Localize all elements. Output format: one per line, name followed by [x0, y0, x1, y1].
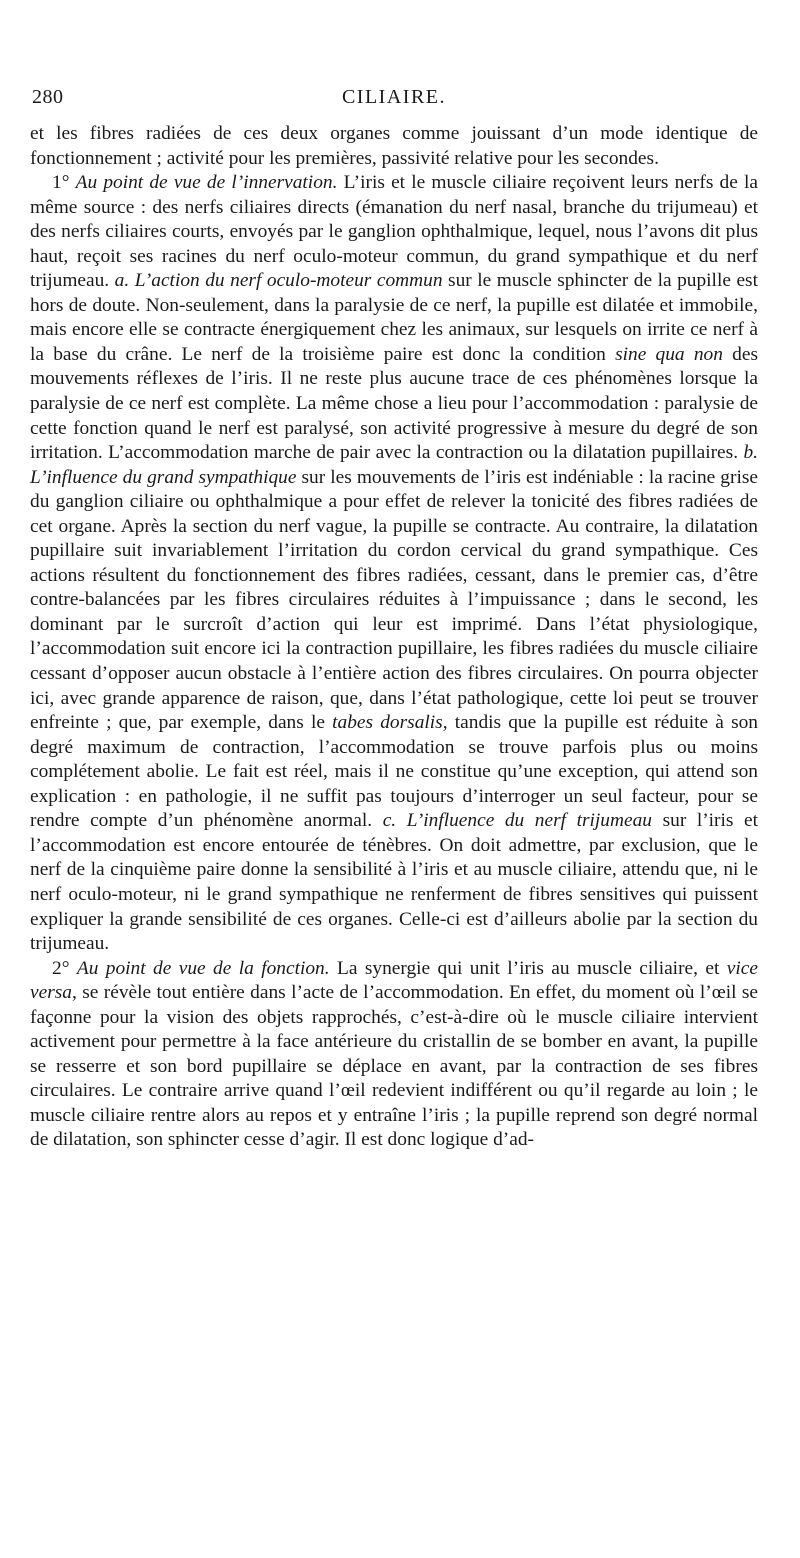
italic-text: L’influence du grand sympathique: [30, 466, 297, 488]
italic-text: Au point de vue de la fonction.: [76, 957, 330, 979]
italic-text: L’influence du nerf trijumeau: [406, 810, 653, 832]
italic-text: vice versa: [30, 957, 758, 1004]
text-segment: sur l’iris et l’accommodation est encore entourée de ténèbres. On doit admettre, par exclusion, que le nerf de la cinquième paire donne la sensibilité à l’iris et au muscle ciliaire, attendu que, ni le nerf oculo-moteur, ni le grand sympathique ne renferment de fibres sensitives qui puissent expliquer la grande sensibilité de ces organes. Celle-ci est d’ailleurs abolie par la section du trijumeau.: [30, 810, 758, 955]
italic-text: tabes dorsalis: [332, 712, 443, 734]
paragraph: [30, 122, 758, 171]
paragraph: [30, 171, 758, 957]
italic-text: a.: [114, 270, 130, 292]
page-number: 280: [32, 86, 64, 108]
text-segment: 1°: [52, 172, 76, 194]
text-segment: et les fibres radiées de ces deux organes comme jouissant d’un mode identique de fonctionnement ; activité pour les premières, passivité relative pour les secondes.: [30, 123, 758, 169]
italic-text: Au point de vue de l’innervation.: [75, 172, 338, 194]
body-text: [30, 122, 758, 1153]
running-head: [30, 86, 758, 116]
paragraph: [30, 957, 758, 1153]
italic-text: sine qua non: [615, 343, 723, 365]
text-segment: 2°: [52, 957, 77, 979]
text-segment: [396, 810, 407, 831]
text-segment: sur les mouvements de l’iris est indéniable : la racine grise du ganglion ciliaire ou ophthalmique a pour effet de relever la tonicité des fibres radiées de cet organe. Après la section du nerf vague, la pupille se contracte. Au contraire, la dilatation pupillaire suit invariablement l’irritation du cordon cervical du grand sympathique. Ces actions résultent du fonctionnement des fibres radiées, cessant, dans le premier cas, d’être contre-balancées par les fibres circulaires réduites à l’impuissance ; dans le second, les dominant par le surcroît d’action qui leur est imprimé. Dans l’état physiologique, l’accommodation suit encore ici la contraction pupillaire, les fibres radiées du muscle ciliaire cessant d’opposer aucun obstacle à l’entière action des fibres circulaires. On pourra objecter ici, avec grande apparence de raison, que, dans l’état pathologique, cette loi peut se trouver enfreinte ; que, par exemple, dans le: [30, 466, 758, 734]
text-segment: L’iris et le muscle ciliaire reçoivent leurs nerfs de la même source : des nerfs ciliaires directs (émanation du nerf nasal, branche du trijumeau) et des nerfs ciliaires courts, envoyés par le ganglion ophthalmique, lequel, nous l’avons dit plus haut, reçoit ses racines du nerf oculo-moteur commun, du grand sympathique et du nerf trijumeau.: [30, 172, 758, 292]
text-segment: des mouvements réflexes de l’iris. Il ne reste plus aucune trace de ces phénomènes lorsque la paralysie de ce nerf est complète. La même chose a lieu pour l’accommodation : paralysie de cette fonction quand le nerf est paralysé, son activité progressive à mesure du degré de son irritation. L’accommodation marche de pair avec la contraction ou la dilatation pupillaires.: [30, 343, 759, 464]
text-segment: , tandis que la pupille est réduite à son degré maximum de contraction, l’accommodation se trouve parfois plus ou moins complétement abolie. Le fait est réel, mais il ne constitue qu’une exception, qui attend son explication : en pathologie, il ne suffit pas toujours d’interroger un seul facteur, pour se rendre compte d’un phénomène anormal.: [30, 712, 758, 832]
text-segment: , se révèle tout entière dans l’acte de l’accommodation. En effet, du moment où l’œil se façonne pour la vision des objets rapprochés, c’est-à-dire où le muscle ciliaire intervient activement pour permettre à la face antérieure du cristallin de se bomber en avant, la pupille se resserre et son bord pupillaire se déplace en avant, par la contraction de ses fibres circulaires. Le contraire arrive quand l’œil redevient indifférent ou qu’il regarde au loin ; le muscle ciliaire rentre alors au repos et y entraîne l’iris ; la pupille reprend son degré normal de dilatation, son sphincter cesse d’agir. Il est donc logique d’ad-: [30, 982, 758, 1151]
text-segment: La synergie qui unit l’iris au muscle ciliaire, et: [329, 957, 727, 979]
italic-text: c.: [382, 810, 397, 832]
italic-text: L’action du nerf oculo-moteur commun: [134, 270, 443, 292]
page-title: CILIAIRE.: [341, 86, 447, 108]
italic-text: b.: [743, 442, 758, 464]
text-segment: sur le muscle sphincter de la pupille est hors de doute. Non-seulement, dans la paralysie de ce nerf, la pupille est dilatée et immobile, mais encore elle se contracte énergiquement chez les animaux, sur lesquels on irrite ce nerf à la base du crâne. Le nerf de la troisième paire est donc la condition: [30, 270, 758, 365]
